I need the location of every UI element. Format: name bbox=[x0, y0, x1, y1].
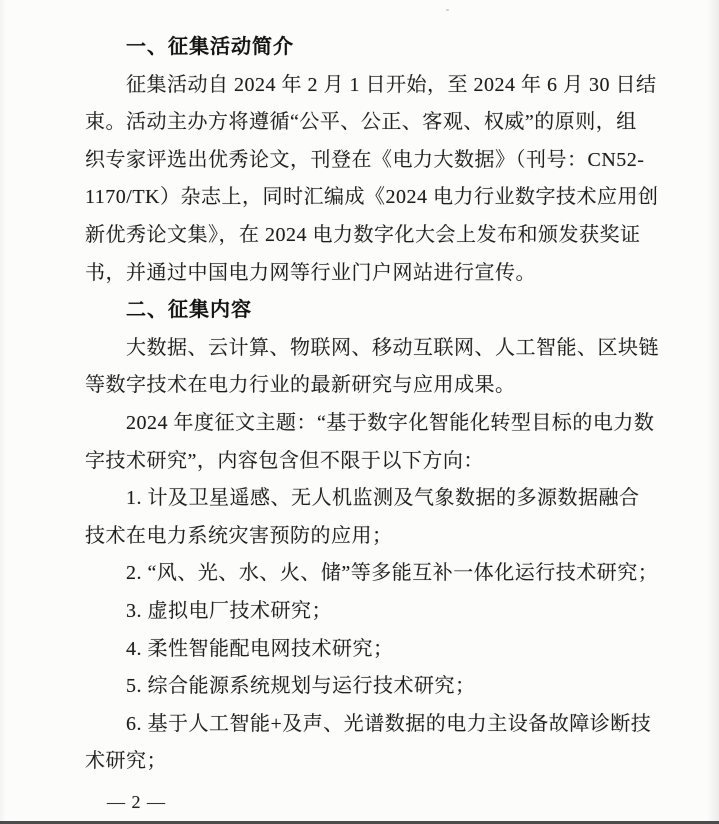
section-heading: 二、征集内容 bbox=[126, 299, 252, 322]
text-line: 等数字技术在电力行业的最新研究与应用成果。 bbox=[85, 374, 516, 397]
text-line: 束。活动主办方将遵循“公平、公正、客观、权威”的原则，组 bbox=[85, 111, 637, 134]
text-line: 书，并通过中国电力网等行业门户网站进行宣传。 bbox=[85, 261, 536, 284]
text-line: 1170/TK）杂志上，同时汇编成《2024 电力行业数字技术应用创 bbox=[85, 186, 659, 209]
text-line: 4. 柔性智能配电网技术研究； bbox=[126, 637, 394, 660]
text-line: 术研究； bbox=[85, 750, 167, 773]
text-line: 大数据、云计算、物联网、移动互联网、人工智能、区块链 bbox=[126, 336, 659, 359]
text-line: 技术在电力系统灾害预防的应用； bbox=[85, 524, 393, 547]
text-line: 字技术研究”，内容包含但不限于以下方向： bbox=[85, 449, 484, 472]
page-number: — 2 — bbox=[107, 792, 166, 812]
text-line: 6. 基于人工智能+及声、光谱数据的电力主设备故障诊断技 bbox=[126, 712, 652, 735]
scan-edge-shading-left bbox=[0, 0, 6, 824]
text-line: 征集活动自 2024 年 2 月 1 日开始，至 2024 年 6 月 30 日结 bbox=[126, 73, 657, 96]
text-line: 2024 年度征文主题：“基于数字化智能化转型目标的电力数 bbox=[126, 411, 655, 434]
text-line: 3. 虚拟电厂技术研究； bbox=[126, 599, 332, 622]
text-line: 2. “风、光、水、火、储”等多能互补一体化运行技术研究； bbox=[126, 562, 659, 585]
section-heading: 一、征集活动简介 bbox=[126, 36, 294, 58]
scan-edge-shading-right bbox=[707, 0, 719, 824]
text-line: 5. 综合能源系统规划与运行技术研究； bbox=[126, 675, 476, 698]
text-line: 新优秀论文集》，在 2024 电力数字化大会上发布和颁发获奖证 bbox=[85, 223, 641, 246]
text-line: 织专家评选出优秀论文，刊登在《电力大数据》（刊号：CN52- bbox=[85, 148, 645, 171]
scan-speck bbox=[446, 9, 449, 11]
scan-speck bbox=[196, 617, 199, 619]
document-body bbox=[85, 29, 659, 781]
text-line: 1. 计及卫星遥感、无人机监测及气象数据的多源数据融合 bbox=[126, 487, 640, 510]
